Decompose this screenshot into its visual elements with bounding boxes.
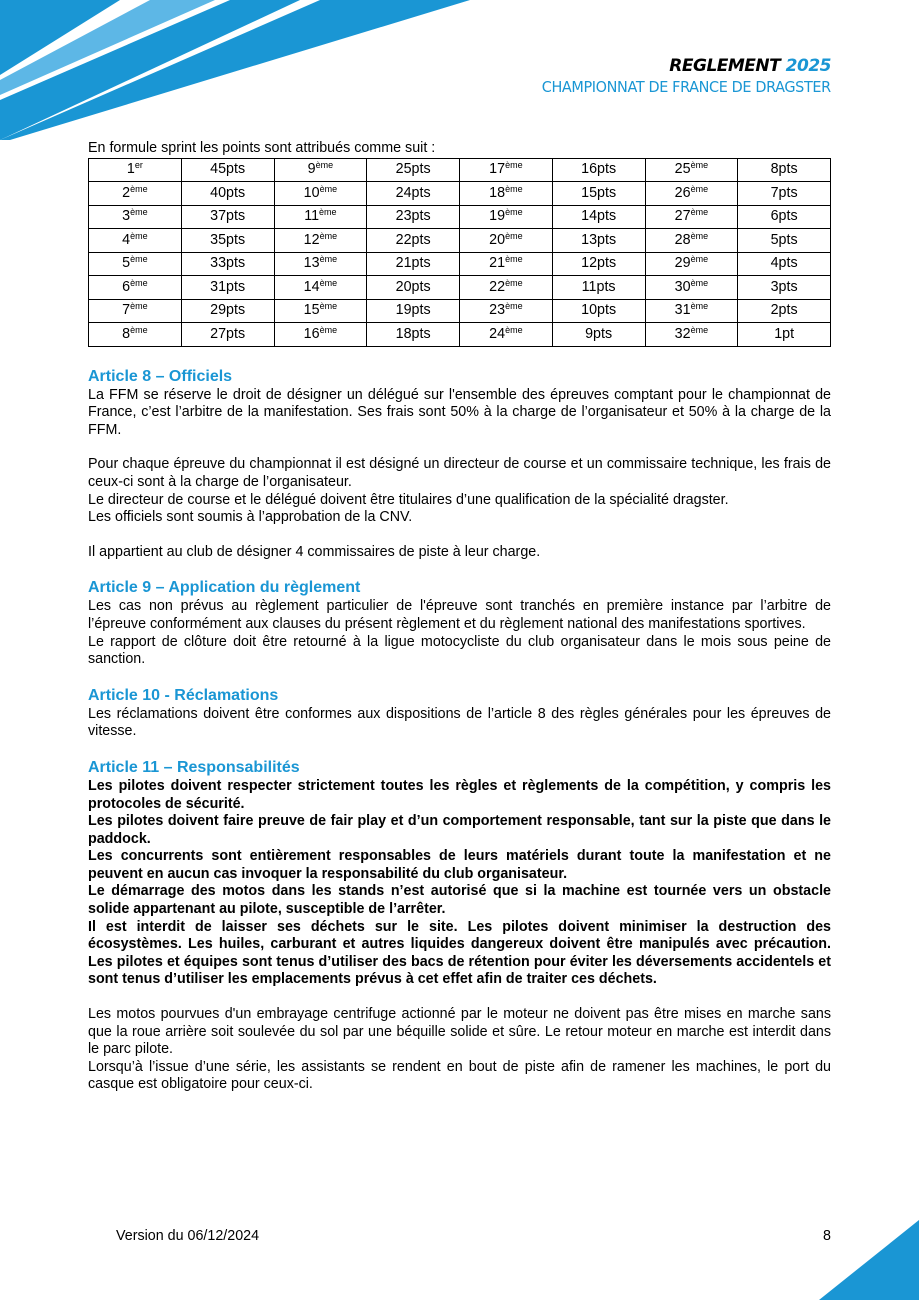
rank-cell (274, 182, 367, 206)
article-8-paragraph: La FFM se réserve le droit de désigner un délégué sur l'ensemble des épreuves comptant pour le championnat de France, c’est l’arbitre de la manifestation. Ses frais sont 50% à la charge de l’organisateur et 50% à la charge de la FFM. (88, 386, 831, 438)
points-cell: 12pts (552, 252, 645, 276)
rank-suffix: ème (690, 324, 709, 335)
rank-number: 4 (122, 231, 131, 248)
article-11-title: Article 11 – Responsabilités (88, 758, 300, 776)
rank-cell (645, 252, 738, 276)
rank-cell (274, 276, 367, 300)
rank-cell (460, 205, 553, 229)
document-header (520, 56, 831, 98)
article-11-bold-paragraph: Le démarrage des motos dans les stands n’est autorisé que si la machine est tournée vers un obstacle solide appartenant au pilote, susceptible de l’arrêter. (88, 883, 831, 918)
rank-suffix: ème (690, 301, 709, 312)
points-intro: En formule sprint les points sont attribués comme suit : (88, 140, 436, 156)
rank-number: 24 (489, 325, 506, 342)
points-cell: 4pts (738, 252, 831, 276)
header-title-year: 2025 (785, 56, 831, 76)
rank-suffix: ème (505, 324, 523, 335)
points-cell: 1pt (738, 323, 831, 347)
points-cell: 40pts (181, 182, 274, 206)
table-row (89, 205, 831, 229)
rank-cell (645, 205, 738, 229)
rank-suffix: ème (319, 301, 338, 312)
points-cell: 20pts (367, 276, 460, 300)
rank-cell (274, 323, 367, 347)
rank-suffix: ème (505, 254, 523, 265)
points-cell: 45pts (181, 158, 274, 182)
points-cell: 37pts (181, 205, 274, 229)
rank-number: 1 (126, 161, 135, 178)
rank-number: 21 (489, 255, 506, 272)
rank-number: 19 (489, 208, 506, 225)
rank-suffix: ème (315, 160, 334, 171)
page-number: 8 (823, 1228, 831, 1244)
rank-cell (645, 323, 738, 347)
rank-suffix: ème (319, 207, 337, 218)
rank-number: 14 (303, 278, 320, 295)
rank-number: 3 (122, 208, 131, 225)
rank-suffix: ème (319, 230, 338, 241)
article-11-bold-paragraph: Les pilotes doivent faire preuve de fair play et d’un comportement responsable, tant sur la piste que dans le paddock. (88, 813, 831, 847)
article-9-paragraph: Le rapport de clôture doit être retourné à la ligue motocycliste du club organisateur dans le mois sous peine de sanction. (88, 633, 831, 668)
points-cell: 11pts (552, 276, 645, 300)
rank-suffix: ème (319, 183, 338, 194)
points-cell: 18pts (367, 323, 460, 347)
points-cell: 25pts (367, 158, 460, 182)
rank-number: 18 (489, 184, 506, 201)
rank-suffix: ème (505, 230, 523, 241)
rank-number: 2 (122, 184, 131, 201)
rank-suffix: ème (319, 324, 338, 335)
points-cell: 21pts (367, 252, 460, 276)
footer-corner-decoration (819, 1220, 919, 1300)
rank-cell (89, 229, 182, 253)
article-11-bold-paragraph: Les pilotes doivent respecter strictement toutes les règles et règlements de la compétition, y compris les protocoles de sécurité. (88, 777, 831, 812)
points-cell: 6pts (738, 205, 831, 229)
rank-number: 15 (303, 302, 320, 319)
rank-number: 6 (122, 278, 131, 295)
rank-suffix: ème (319, 254, 338, 265)
rank-number: 29 (674, 255, 691, 272)
table-row (89, 182, 831, 206)
rank-suffix: ème (130, 254, 148, 265)
points-cell: 10pts (552, 299, 645, 323)
rank-suffix: ème (130, 301, 148, 312)
rank-suffix: ème (505, 277, 523, 288)
footer-version: Version du 06/12/2024 (116, 1228, 260, 1244)
rank-suffix: ème (130, 183, 148, 194)
rank-cell (460, 158, 553, 182)
article-9-paragraph: Les cas non prévus au règlement particulier de l'épreuve sont tranchés en première instance par l’arbitre de l’épreuve conformément aux clauses du présent règlement et du règlement national des manifestations sportives. (88, 598, 831, 632)
rank-suffix: ème (505, 160, 523, 171)
points-cell: 23pts (367, 205, 460, 229)
header-title (520, 56, 831, 76)
rank-number: 22 (489, 278, 506, 295)
points-cell: 15pts (552, 182, 645, 206)
rank-number: 9 (307, 161, 316, 178)
points-cell: 2pts (738, 299, 831, 323)
rank-cell (89, 158, 182, 182)
points-cell: 7pts (738, 182, 831, 206)
rank-number: 5 (122, 255, 131, 272)
rank-cell (645, 276, 738, 300)
article-11-paragraph: Lorsqu’à l’issue d’une série, les assistants se rendent en bout de piste afin de ramener les machines, le port du casque est obligatoire pour ceux-ci. (88, 1058, 831, 1093)
rank-cell (89, 205, 182, 229)
rank-cell (460, 182, 553, 206)
rank-suffix: ème (690, 254, 709, 265)
rank-cell (460, 276, 553, 300)
article-11-bold-paragraph: Il est interdit de laisser ses déchets sur le site. Les pilotes doivent minimiser la destruction des écosystèmes. Les huiles, carburant et autres liquides dangereux doivent être manipulés avec précaution. Les pilotes et équipes sont tenus d’utiliser des bacs de rétention pour éviter les déversements accidentels et sont tenus d’utiliser les emplacements prévus à cet effet afin de traiter ces déchets. (88, 918, 831, 988)
rank-cell (89, 323, 182, 347)
rank-cell (274, 229, 367, 253)
rank-number: 11 (304, 208, 320, 225)
points-cell: 14pts (552, 205, 645, 229)
points-cell: 16pts (552, 158, 645, 182)
article-8-title: Article 8 – Officiels (88, 367, 233, 385)
points-cell: 8pts (738, 158, 831, 182)
rank-cell (460, 252, 553, 276)
rank-number: 31 (674, 302, 691, 319)
rank-number: 20 (489, 231, 506, 248)
points-cell: 22pts (367, 229, 460, 253)
rank-number: 27 (674, 208, 691, 225)
rank-number: 16 (303, 325, 320, 342)
points-cell: 3pts (738, 276, 831, 300)
article-10-paragraph: Les réclamations doivent être conformes aux dispositions de l’article 8 des règles générales pour les épreuves de vitesse. (88, 705, 831, 740)
header-subtitle: CHAMPIONNAT DE FRANCE DE DRAGSTER (541, 78, 831, 96)
article-8-paragraph: Il appartient au club de désigner 4 commissaires de piste à leur charge. (88, 543, 541, 560)
rank-suffix: ème (690, 230, 709, 241)
table-row (89, 252, 831, 276)
points-cell: 5pts (738, 229, 831, 253)
article-9-title: Article 9 – Application du règlement (88, 579, 361, 597)
rank-suffix: ème (690, 277, 709, 288)
article-11-rules (88, 778, 831, 989)
rank-suffix: ème (130, 324, 148, 335)
rank-cell (89, 182, 182, 206)
points-cell: 9pts (552, 323, 645, 347)
points-cell: 29pts (181, 299, 274, 323)
rank-cell (460, 323, 553, 347)
rank-suffix: ème (130, 277, 148, 288)
article-11-paragraph: Les motos pourvues d'un embrayage centrifuge actionné par le moteur ne doivent pas être mises en marche sans que la roue arrière soit soulevée du sol par une béquille solide et sûre. Le retour moteur en marche est interdit dans le parc pilote. (88, 1006, 831, 1058)
rank-suffix: ème (690, 183, 709, 194)
rank-cell (460, 299, 553, 323)
rank-suffix: ème (319, 277, 338, 288)
page-content (88, 140, 831, 1094)
points-cell: 19pts (367, 299, 460, 323)
table-row (89, 323, 831, 347)
points-table (88, 158, 831, 347)
rank-cell (89, 276, 182, 300)
header-title-word: REGLEMENT (669, 56, 781, 76)
table-row (89, 158, 831, 182)
points-cell: 27pts (181, 323, 274, 347)
rank-cell (645, 299, 738, 323)
article-8-paragraph: Les officiels sont soumis à l’approbation de la CNV. (88, 509, 413, 526)
rank-suffix: ème (130, 230, 148, 241)
points-cell: 33pts (181, 252, 274, 276)
rank-cell (274, 299, 367, 323)
rank-suffix: ème (130, 207, 148, 218)
rank-number: 23 (489, 302, 506, 319)
rank-number: 7 (122, 302, 131, 319)
rank-number: 25 (674, 161, 691, 178)
rank-number: 13 (303, 255, 320, 272)
rank-number: 12 (303, 231, 320, 248)
rank-suffix: ème (505, 183, 523, 194)
header-stripes-decoration (0, 0, 480, 145)
article-11-bold-paragraph: Les concurrents sont entièrement responsables de leurs matériels durant toute la manifestation et ne peuvent en aucun cas invoquer la responsabilité du club organisateur. (88, 848, 831, 882)
article-10-title: Article 10 - Réclamations (88, 686, 279, 704)
article-8-paragraph: Pour chaque épreuve du championnat il est désigné un directeur de course et un commissaire technique, les frais de ceux-ci sont à la charge de l’organisateur. (88, 456, 831, 490)
rank-cell (645, 158, 738, 182)
table-row (89, 229, 831, 253)
rank-suffix: ème (505, 207, 523, 218)
rank-cell (274, 252, 367, 276)
rank-cell (89, 252, 182, 276)
rank-cell (460, 229, 553, 253)
rank-cell (274, 158, 367, 182)
rank-cell (645, 182, 738, 206)
rank-cell (645, 229, 738, 253)
rank-cell (89, 299, 182, 323)
rank-suffix: ème (505, 301, 523, 312)
rank-cell (274, 205, 367, 229)
rank-suffix: ème (690, 160, 709, 171)
rank-number: 10 (303, 184, 320, 201)
rank-number: 26 (674, 184, 691, 201)
rank-number: 8 (122, 325, 131, 342)
points-cell: 13pts (552, 229, 645, 253)
rank-suffix: ème (690, 207, 709, 218)
points-cell: 24pts (367, 182, 460, 206)
table-row (89, 276, 831, 300)
points-cell: 31pts (181, 276, 274, 300)
article-8-paragraph: Le directeur de course et le délégué doivent être titulaires d’une qualification de la spécialité dragster. (88, 491, 729, 508)
points-cell: 35pts (181, 229, 274, 253)
rank-number: 17 (489, 161, 506, 178)
rank-suffix: er (134, 160, 143, 171)
rank-number: 30 (674, 278, 691, 295)
rank-number: 32 (674, 325, 691, 342)
table-row (89, 299, 831, 323)
rank-number: 28 (674, 231, 691, 248)
